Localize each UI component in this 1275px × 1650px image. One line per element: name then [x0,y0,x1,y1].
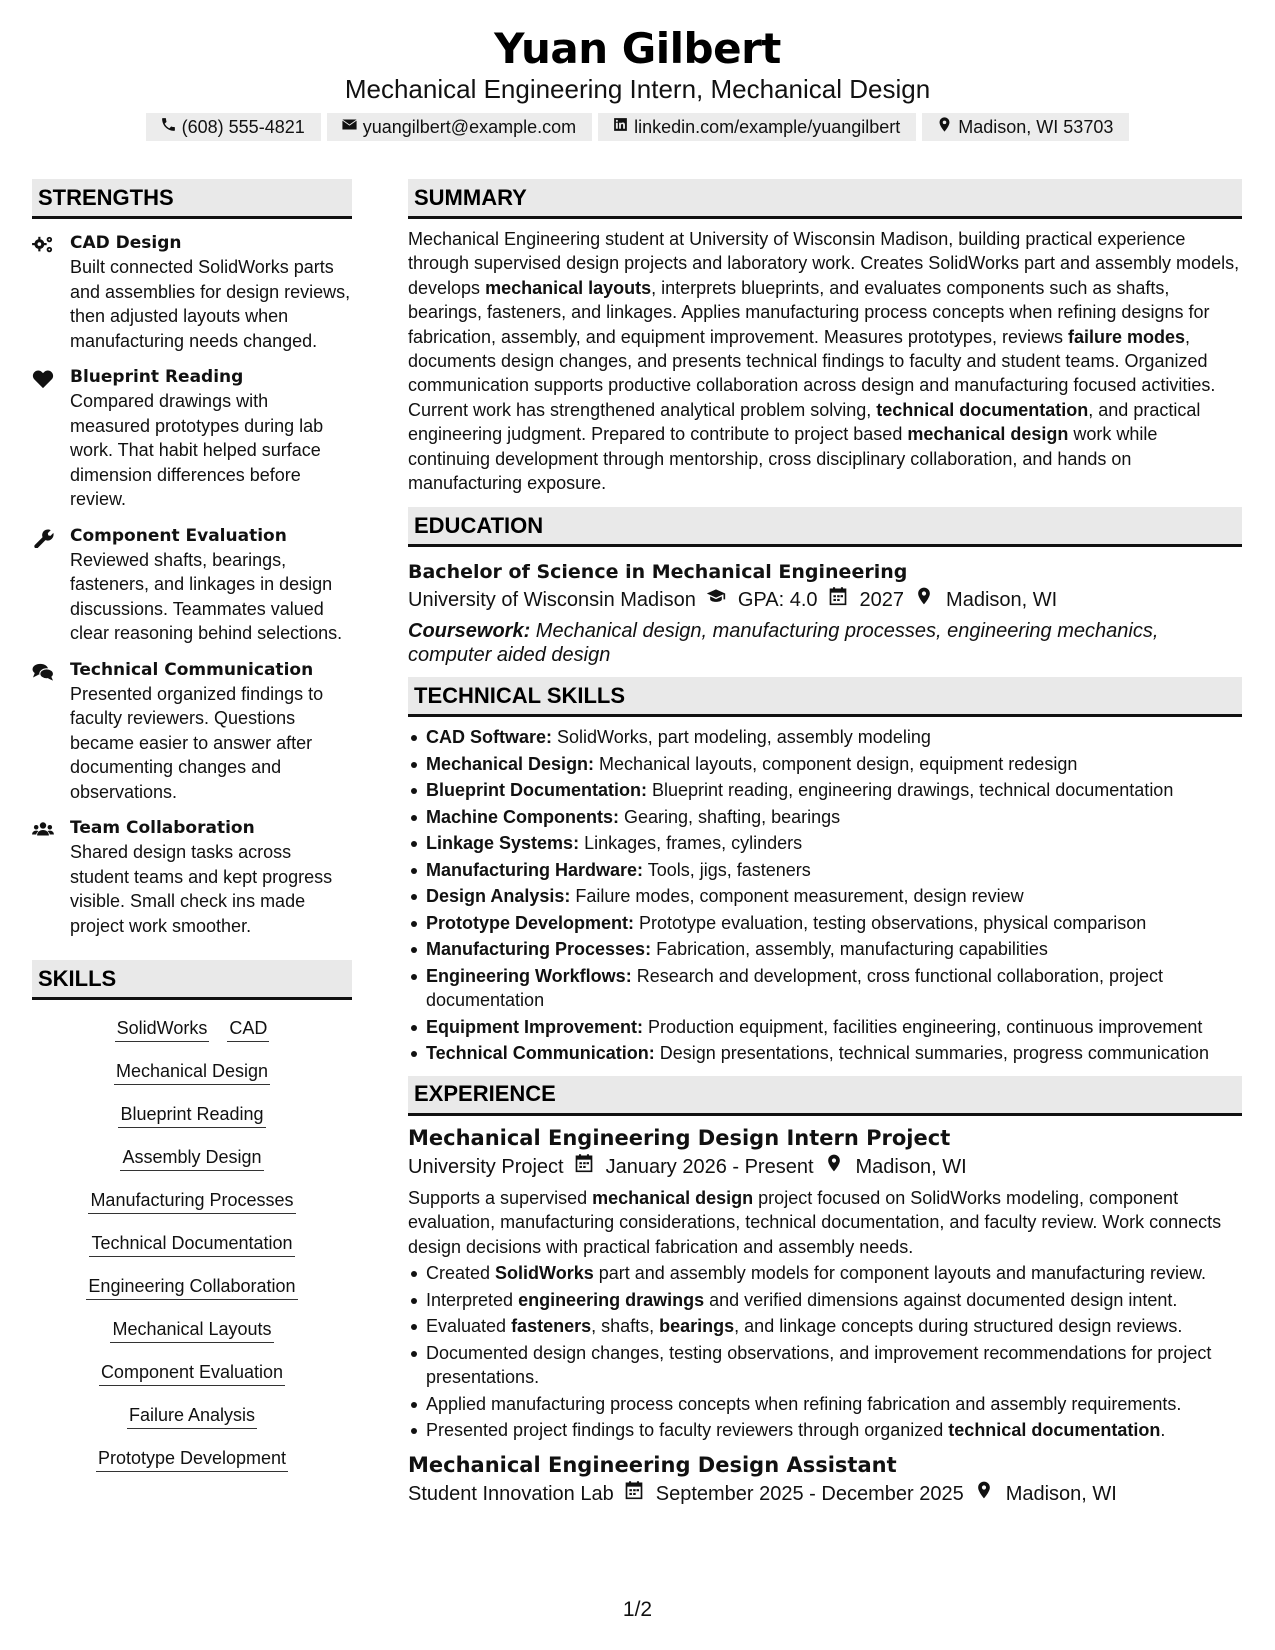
job-dates: September 2025 - December 2025 [655,1482,964,1505]
page-number: 1/2 [622,1598,653,1621]
skill-details: Blueprint reading, engineering drawings, technical documentation [647,780,1174,801]
technical-skills-heading: TECHNICAL SKILLS [408,677,1242,717]
contact-location [922,113,1129,141]
skill-category: Design Analysis: [426,886,571,907]
strength-item [32,231,352,353]
skill-category: Engineering Workflows: [426,965,632,986]
text-run: Presented project findings to faculty reviewers through organized [426,1420,949,1441]
skill-category: CAD Software: [426,727,553,748]
text-run: , documents design changes, and presents technical findings to faculty and student teams. Organized communication supports productive collaboration across design and manufacturing focused activities. Current work has strengthened analytical problem solving, [408,326,1216,420]
skill-category: Prototype Development: [426,912,635,933]
strengths-heading: STRENGTHS [32,179,352,219]
calendar-icon [818,585,860,615]
emphasis-text: mechanical layouts [485,277,652,298]
emphasis-text: SolidWorks [495,1263,594,1284]
technical-skill-item [408,964,1242,1013]
skill-category: Linkage Systems: [426,833,580,854]
gpa-value: GPA: 4.0 [737,589,818,612]
technical-skill-item [408,884,1242,909]
job-title: Mechanical Engineering Design Assistant [408,1452,897,1477]
skill-category: Technical Communication: [426,1043,655,1064]
skill-details: Tools, jigs, fasteners [643,859,811,880]
strength-desc: Built connected SolidWorks parts and assemblies for design reviews, then adjusted layouts when manufacturing needs changed. [70,257,351,351]
text-run: , shafts, [591,1316,660,1337]
calendar-icon [564,1152,606,1182]
skill-details: Research and development, cross functional collaboration, project documentation [426,965,1163,1011]
text-run: . [1160,1420,1166,1441]
heart-icon [32,369,54,389]
education-heading: EDUCATION [408,507,1242,547]
text-run: part and assembly models for component layouts and manufacturing review. [593,1263,1207,1284]
emphasis-text: bearings [659,1316,735,1337]
candidate-name: Yuan Gilbert [494,24,781,73]
strength-title: Blueprint Reading [70,367,244,387]
technical-skill-item [408,858,1242,883]
envelope-icon [341,116,363,138]
emphasis-text: engineering drawings [518,1289,705,1310]
text-run: Mechanical Engineering student at University of Wisconsin Madison, building practical experience through supervised design projects and laboratory work. Creates SolidWorks part and assembly models, develops [408,229,1240,298]
coursework-list: Mechanical design, manufacturing processes, engineering mechanics, computer aided design [408,620,1159,667]
emphasis-text: mechanical design [907,424,1069,445]
strength-item [32,816,352,938]
coursework [408,619,1242,667]
linkedin-icon [612,116,634,138]
strength-title: CAD Design [70,233,182,253]
experience-entry [408,1451,1242,1509]
skill-details: Fabrication, assembly, manufacturing capabilities [651,939,1048,960]
job-meta [408,1479,1242,1509]
job-bullets [408,1261,1242,1443]
skill-details: Design presentations, technical summaries, progress communication [654,1043,1209,1064]
strength-desc: Shared design tasks across student teams and kept progress visible. Small check ins made project work smoother. [70,842,333,936]
job-bullet [408,1418,1242,1443]
skills-tag-list [32,1016,352,1472]
experience-entry [408,1124,1242,1443]
coursework-label: Coursework: [408,620,531,643]
skill-details: Linkages, frames, cylinders [579,833,803,854]
technical-skill-item [408,831,1242,856]
job-bullet [408,1288,1242,1313]
technical-skill-item [408,937,1242,962]
technical-skill-item [408,805,1242,830]
contact-location-text: Madison, WI 53703 [958,116,1114,137]
location-pin-icon [964,1479,1006,1509]
strength-item [32,524,352,646]
job-location: Madison, WI [855,1155,967,1178]
skill-tag: Mechanical Design [114,1059,270,1085]
technical-skills-list [408,725,1242,1066]
contact-email-text: yuangilbert@example.com [362,116,577,137]
users-icon [32,820,54,840]
strength-desc: Reviewed shafts, bearings, fasteners, and linkages in design discussions. Teammates valued clear reasoning behind selections. [70,549,343,643]
emphasis-text: failure modes [1067,326,1186,347]
skill-tag: Manufacturing Processes [88,1188,295,1214]
strength-desc: Compared drawings with measured prototypes during lab work. That habit helped surface dimension differences before review. [70,391,324,509]
skill-details: SolidWorks, part modeling, assembly modeling [552,727,931,748]
job-bullet [408,1261,1242,1286]
skill-details: Gearing, shafting, bearings [619,806,841,827]
text-run: project focused on SolidWorks modeling, component evaluation, manufacturing considerations, technical documentation, and faculty review. Work connects design decisions with practical fabrication and assembly needs. [408,1187,1222,1257]
school-location: Madison, WI [946,589,1058,612]
graduation-cap-icon [696,585,738,615]
calendar-icon [614,1479,656,1509]
job-bullet [408,1341,1242,1390]
right-column [408,179,1242,1509]
location-pin-icon [814,1152,856,1182]
emphasis-text: technical documentation [948,1420,1161,1441]
text-run: Documented design changes, testing observations, and improvement recommendations for project presentations. [426,1342,1212,1388]
phone-icon [160,116,182,138]
skill-tag: Technical Documentation [89,1231,294,1257]
skill-tag: Blueprint Reading [118,1102,265,1128]
text-run: and verified dimensions against documented design intent. [704,1289,1178,1310]
strength-title: Team Collaboration [70,818,255,838]
skill-category: Manufacturing Hardware: [426,859,644,880]
skill-category: Manufacturing Processes: [426,939,652,960]
wrench-icon [32,528,54,548]
technical-skill-item [408,752,1242,777]
contact-phone[interactable] [146,113,321,141]
strength-item [32,365,352,512]
skill-tag: Prototype Development [96,1446,288,1472]
skill-details: Failure modes, component measurement, design review [570,886,1024,907]
job-bullet [408,1314,1242,1339]
skill-tag: Failure Analysis [127,1403,257,1429]
contact-phone-text: (608) 555-4821 [181,116,305,137]
skill-details: Prototype evaluation, testing observations, physical comparison [634,912,1147,933]
candidate-title: Mechanical Engineering Intern, Mechanical Design [344,74,931,104]
job-bullet [408,1392,1242,1417]
education-meta [408,585,1242,615]
job-organization: Student Innovation Lab [408,1482,614,1505]
left-column [32,179,352,1472]
contact-email[interactable] [327,113,592,141]
skill-details: Mechanical layouts, component design, equipment redesign [594,753,1078,774]
skill-tag: Engineering Collaboration [86,1274,297,1300]
text-run: Evaluated [426,1316,512,1337]
text-run: Created [426,1263,496,1284]
skill-tag: CAD [227,1016,269,1042]
summary-text [408,227,1242,495]
text-run: , and practical engineering judgment. Prepared to contribute to project based [408,399,1201,445]
technical-skill-item [408,911,1242,936]
strength-title: Technical Communication [70,659,314,680]
emphasis-text: fasteners [511,1316,592,1337]
skill-category: Mechanical Design: [426,753,595,774]
emphasis-text: technical documentation [876,399,1089,420]
skills-heading: SKILLS [32,960,352,1000]
job-description [408,1186,1242,1260]
experience-heading: EXPERIENCE [408,1076,1242,1116]
skill-details: Production equipment, facilities engineering, continuous improvement [643,1016,1203,1037]
skill-category: Machine Components: [426,806,620,827]
graduation-year: 2027 [859,589,905,612]
text-run: Supports a supervised [408,1187,593,1208]
contact-linkedin-text: linkedin.com/example/yuangilbert [634,116,901,137]
strength-item [32,658,352,805]
contact-bar [0,113,1275,141]
text-run: Applied manufacturing process concepts when refining fabrication and assembly requirements. [426,1393,1182,1414]
text-run: work while continuing development through mentorship, cross disciplinary collaboration, and hands on manufacturing exposure. [408,424,1158,494]
text-run: Interpreted [426,1289,519,1310]
emphasis-text: mechanical design [592,1187,754,1208]
text-run: , and linkage concepts during structured design reviews. [734,1316,1183,1337]
text-run: , interprets blueprints, and evaluates components such as shafts, bearings, fasteners, and linkages. Applies manufacturing process concepts when refining designs for fabrication, assembly, and equipment improvement. Measures prototypes, reviews [408,277,1210,347]
technical-skill-item [408,1015,1242,1040]
skill-tag: Assembly Design [120,1145,263,1171]
skill-tag: SolidWorks [115,1016,210,1042]
skill-tag: Mechanical Layouts [110,1317,273,1343]
job-dates: January 2026 - Present [605,1155,814,1178]
strength-title: Component Evaluation [70,525,287,546]
location-pin-icon [936,116,958,138]
technical-skill-item [408,725,1242,750]
technical-skill-item [408,778,1242,803]
skill-tag: Component Evaluation [99,1360,285,1386]
chat-bubbles-icon [32,662,54,682]
contact-linkedin[interactable] [598,113,916,141]
job-organization: University Project [408,1155,564,1178]
skill-category: Equipment Improvement: [426,1016,644,1037]
location-pin-icon [904,585,946,615]
summary-heading: SUMMARY [408,179,1242,219]
technical-skill-item [408,1041,1242,1066]
job-meta [408,1152,1242,1182]
skill-category: Blueprint Documentation: [426,780,647,801]
strength-desc: Presented organized findings to faculty reviewers. Questions became easier to answer after documenting changes and observations. [70,683,324,802]
school-name: University of Wisconsin Madison [408,589,696,612]
job-title: Mechanical Engineering Design Intern Project [408,1125,951,1150]
gears-icon [32,235,54,255]
degree-title: Bachelor of Science in Mechanical Engineering [408,561,908,584]
job-location: Madison, WI [1005,1482,1117,1505]
